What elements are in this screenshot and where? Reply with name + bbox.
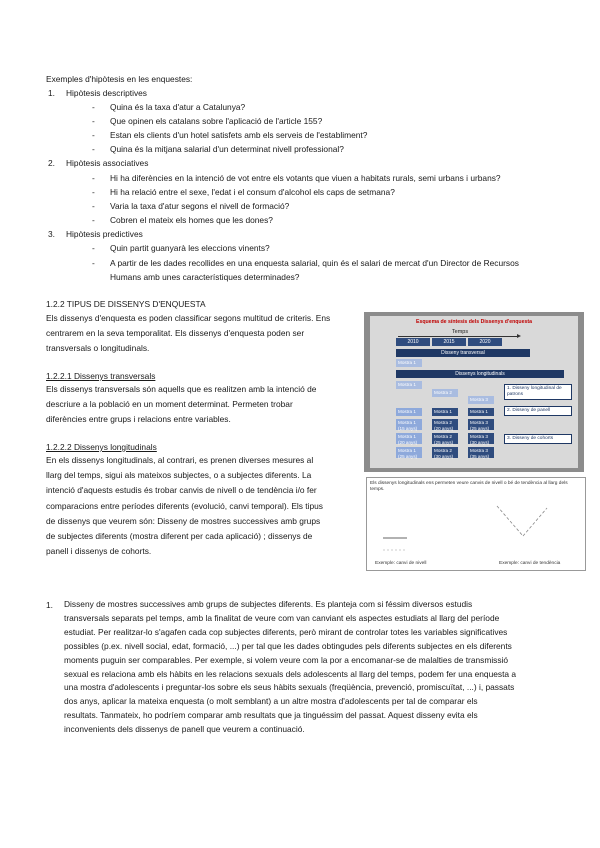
design-schema-figure	[364, 312, 584, 472]
paragraph-line: estudiat. Per realitzar-lo s'agafen cada cop subjectes diferents, però mirant de controlar totes les variables significatives	[64, 626, 508, 637]
level-change-label: Exemple: canvi de nivell	[375, 561, 427, 566]
list-item: Quin partit guanyarà les eleccions vinents?	[110, 243, 270, 253]
cohort-box: Mostra 2 (25 anys)	[432, 433, 458, 444]
list-item: Quina és la mitjana salarial d'un determinat nivell professional?	[110, 144, 344, 154]
list-bullet: -	[92, 173, 95, 183]
sample-box: Mostra 1	[396, 381, 422, 389]
list-item: Estan els clients d'un hotel satisfets amb els serveis de l'establiment?	[110, 130, 368, 140]
cohort-box: Mostra 2 (30 anys)	[432, 447, 458, 458]
paragraph-line: transversals o longitudinals.	[46, 343, 150, 354]
transversals-paragraph	[46, 382, 352, 428]
sample-box: Mostra 1	[432, 408, 458, 416]
group-1-number: 1.	[48, 88, 55, 98]
list-item-continuation: Humans amb unes característiques determinades?	[110, 272, 300, 282]
legend-panel-design: 2. Disseny de panell	[504, 406, 572, 416]
time-label: Temps	[451, 329, 469, 335]
subsection-heading-transversals: 1.2.2.1 Dissenys transversals	[46, 371, 156, 381]
list-bullet: -	[92, 130, 95, 140]
list-item: Cobren el mateix els homes que les dones?	[110, 215, 273, 225]
paragraph-line: inconvenients dels dissenys de panell que veurem a continuació.	[64, 724, 305, 735]
cohort-box: Mostra 1 (15 anys)	[396, 419, 422, 430]
list-item: A partir de les dades recollides en una enquesta salarial, quin és el salari de mercat d'un Director de Recursos	[110, 258, 519, 268]
list-bullet: -	[92, 187, 95, 197]
intro-text: Exemples d'hipòtesis en les enquestes:	[46, 74, 193, 84]
list-bullet: -	[92, 102, 95, 112]
paragraph-line: descriure a la població en un moment determinat. Permeten trobar	[46, 399, 293, 410]
paragraph-line: dos anys, aplicar la mateixa enquesta (o molt semblant) a un altre mostra d'adolescents per tal de comparar els	[64, 696, 478, 707]
longitudinal-bar: Dissenys longitudinals	[396, 370, 564, 378]
list-bullet: -	[92, 144, 95, 154]
paragraph-line: de subjectes diferents (mostra diferent per cada aplicació) ; dissenys de	[46, 531, 313, 542]
cohort-box: Mostra 3 (25 anys)	[468, 419, 494, 430]
cohort-box: Mostra 1 (25 anys)	[396, 447, 422, 458]
paragraph-line: llarg del temps, sigui als mateixos subjectes, o a subjectes diferents. La	[46, 470, 312, 481]
list-bullet: -	[92, 116, 95, 126]
list-item: Varia la taxa d'atur segons el nivell de formació?	[110, 201, 290, 211]
list-bullet: -	[92, 258, 95, 268]
legend-trend-design: 1. Disseny longitudinal de patrons	[504, 384, 572, 400]
paragraph-line: centrarem en la seva temporalitat. Els dissenys d'enquesta poden ser	[46, 328, 305, 339]
section-heading: 1.2.2 TIPUS DE DISSENYS D'ENQUESTA	[46, 299, 206, 309]
list-item: Hi ha diferències en la intenció de vot entre els votants que viuen a habitats rurals, semi urbans i urbans?	[110, 173, 501, 183]
numbered-item-number: 1.	[46, 600, 53, 610]
paragraph-line: possibles (p.ex. nivell social, edat, formació, ...) per tal que les dades obtingudes pels diferents subjectes en els diferents	[64, 640, 512, 651]
trend-line-up	[523, 508, 547, 536]
list-item: Que opinen els catalans sobre l'aplicació de l'article 155?	[110, 116, 323, 126]
cohort-box: Mostra 1 (20 anys)	[396, 433, 422, 444]
paragraph-line: panell i dissenys de cohorts.	[46, 546, 152, 557]
list-item: Quina és la taxa d'atur a Catalunya?	[110, 102, 246, 112]
group-3-title: Hipòtesis predictives	[66, 229, 143, 239]
time-arrow-icon	[398, 336, 518, 337]
figure-caption: Els dissenys longitudinals ens permeten veure canvis de nivell o bé de tendència al llarg dels temps.	[370, 481, 568, 492]
sample-box: Mostra 1	[396, 359, 422, 367]
cohort-box: Mostra 3 (30 anys)	[468, 433, 494, 444]
list-item: Hi ha relació entre el sexe, l'edat i el consum d'alcohol els caps de setmana?	[110, 187, 395, 197]
subsection-heading-longitudinals: 1.2.2.2 Dissenys longitudinals	[46, 442, 157, 452]
paragraph-line: diferències entre grups i relacions entre variables.	[46, 414, 231, 425]
longitudinals-paragraph	[46, 453, 352, 559]
paragraph-line: comparacions entre períodes diferents (evolució, canvi temporal). Els tipus	[46, 500, 323, 511]
paragraph-line: sexual es relaciona amb els hàbits en les relacions sexuals dels adolescents al llarg del temps, podem fer una enquesta a	[64, 668, 517, 679]
change-examples-graphic	[367, 478, 585, 570]
trend-change-label: Exemple: canvi de tendència	[499, 561, 561, 566]
trend-line-down	[497, 506, 523, 536]
group-1-title: Hipòtesis descriptives	[66, 88, 147, 98]
year-label: 2015	[432, 338, 466, 346]
paragraph-line: En els dissenys longitudinals, al contrari, es prenen diverses mesures al	[46, 455, 314, 465]
sample-box: Mostra 1	[396, 408, 422, 416]
sample-box: Mostra 3	[468, 396, 494, 404]
section-paragraph	[46, 311, 352, 357]
list-bullet: -	[92, 215, 95, 225]
sample-box: Mostra 1	[468, 408, 494, 416]
year-label: 2020	[468, 338, 502, 346]
paragraph-line: de dissenys que veurem són: Disseny de mostres successives amb grups	[46, 515, 321, 526]
paragraph-line: transversals separats pel temps, amb la finalitat de veure com van canviant els aspectes estudiats al llarg del període	[64, 612, 500, 623]
year-label: 2010	[396, 338, 430, 346]
list-bullet: -	[92, 243, 95, 253]
paragraph-line: intenció d'aquests estudis és trobar canvis de nivell o de tendència i/o fer	[46, 485, 317, 496]
legend-cohort-design: 3. Disseny de cohorts	[504, 434, 572, 444]
paragraph-line: Els dissenys d'enquesta es poden classificar segons multitud de criteris. Ens	[46, 313, 331, 323]
paragraph-line: Els dissenys transversals són aquells que es realitzen amb la intenció de	[46, 384, 317, 394]
transversal-bar: Disseny transversal	[396, 349, 530, 357]
sample-box: Mostra 2	[432, 389, 458, 397]
change-examples-figure	[366, 477, 586, 571]
list-bullet: -	[92, 201, 95, 211]
paragraph-line: una mostra d'adolescents i preguntar-los sobre els seus hàbits sexuals (freqüència, prevenció, promiscuïtat, ...) i, passats	[64, 682, 515, 693]
paragraph-line: moments puguin ser comparables. Per exemple, si volem veure com la por a encomanar-se de malalties de transmissió	[64, 654, 509, 665]
group-2-title: Hipòtesis associatives	[66, 158, 149, 168]
figure-title: Esquema de síntesis dels Dissenys d'enquesta	[416, 319, 532, 325]
group-3-number: 3.	[48, 229, 55, 239]
paragraph-line: Disseny de mostres successives amb grups de subjectes diferents. Es planteja com si féssim diversos estudis	[64, 599, 473, 609]
group-2-number: 2.	[48, 158, 55, 168]
numbered-item-paragraph	[64, 598, 560, 737]
cohort-box: Mostra 2 (20 anys)	[432, 419, 458, 430]
paragraph-line: resultats. Tanmateix, ho podríem comparar amb resultats que ja tinguéssim del passat. Aquest disseny evita els	[64, 710, 478, 721]
cohort-box: Mostra 3 (35 anys)	[468, 447, 494, 458]
